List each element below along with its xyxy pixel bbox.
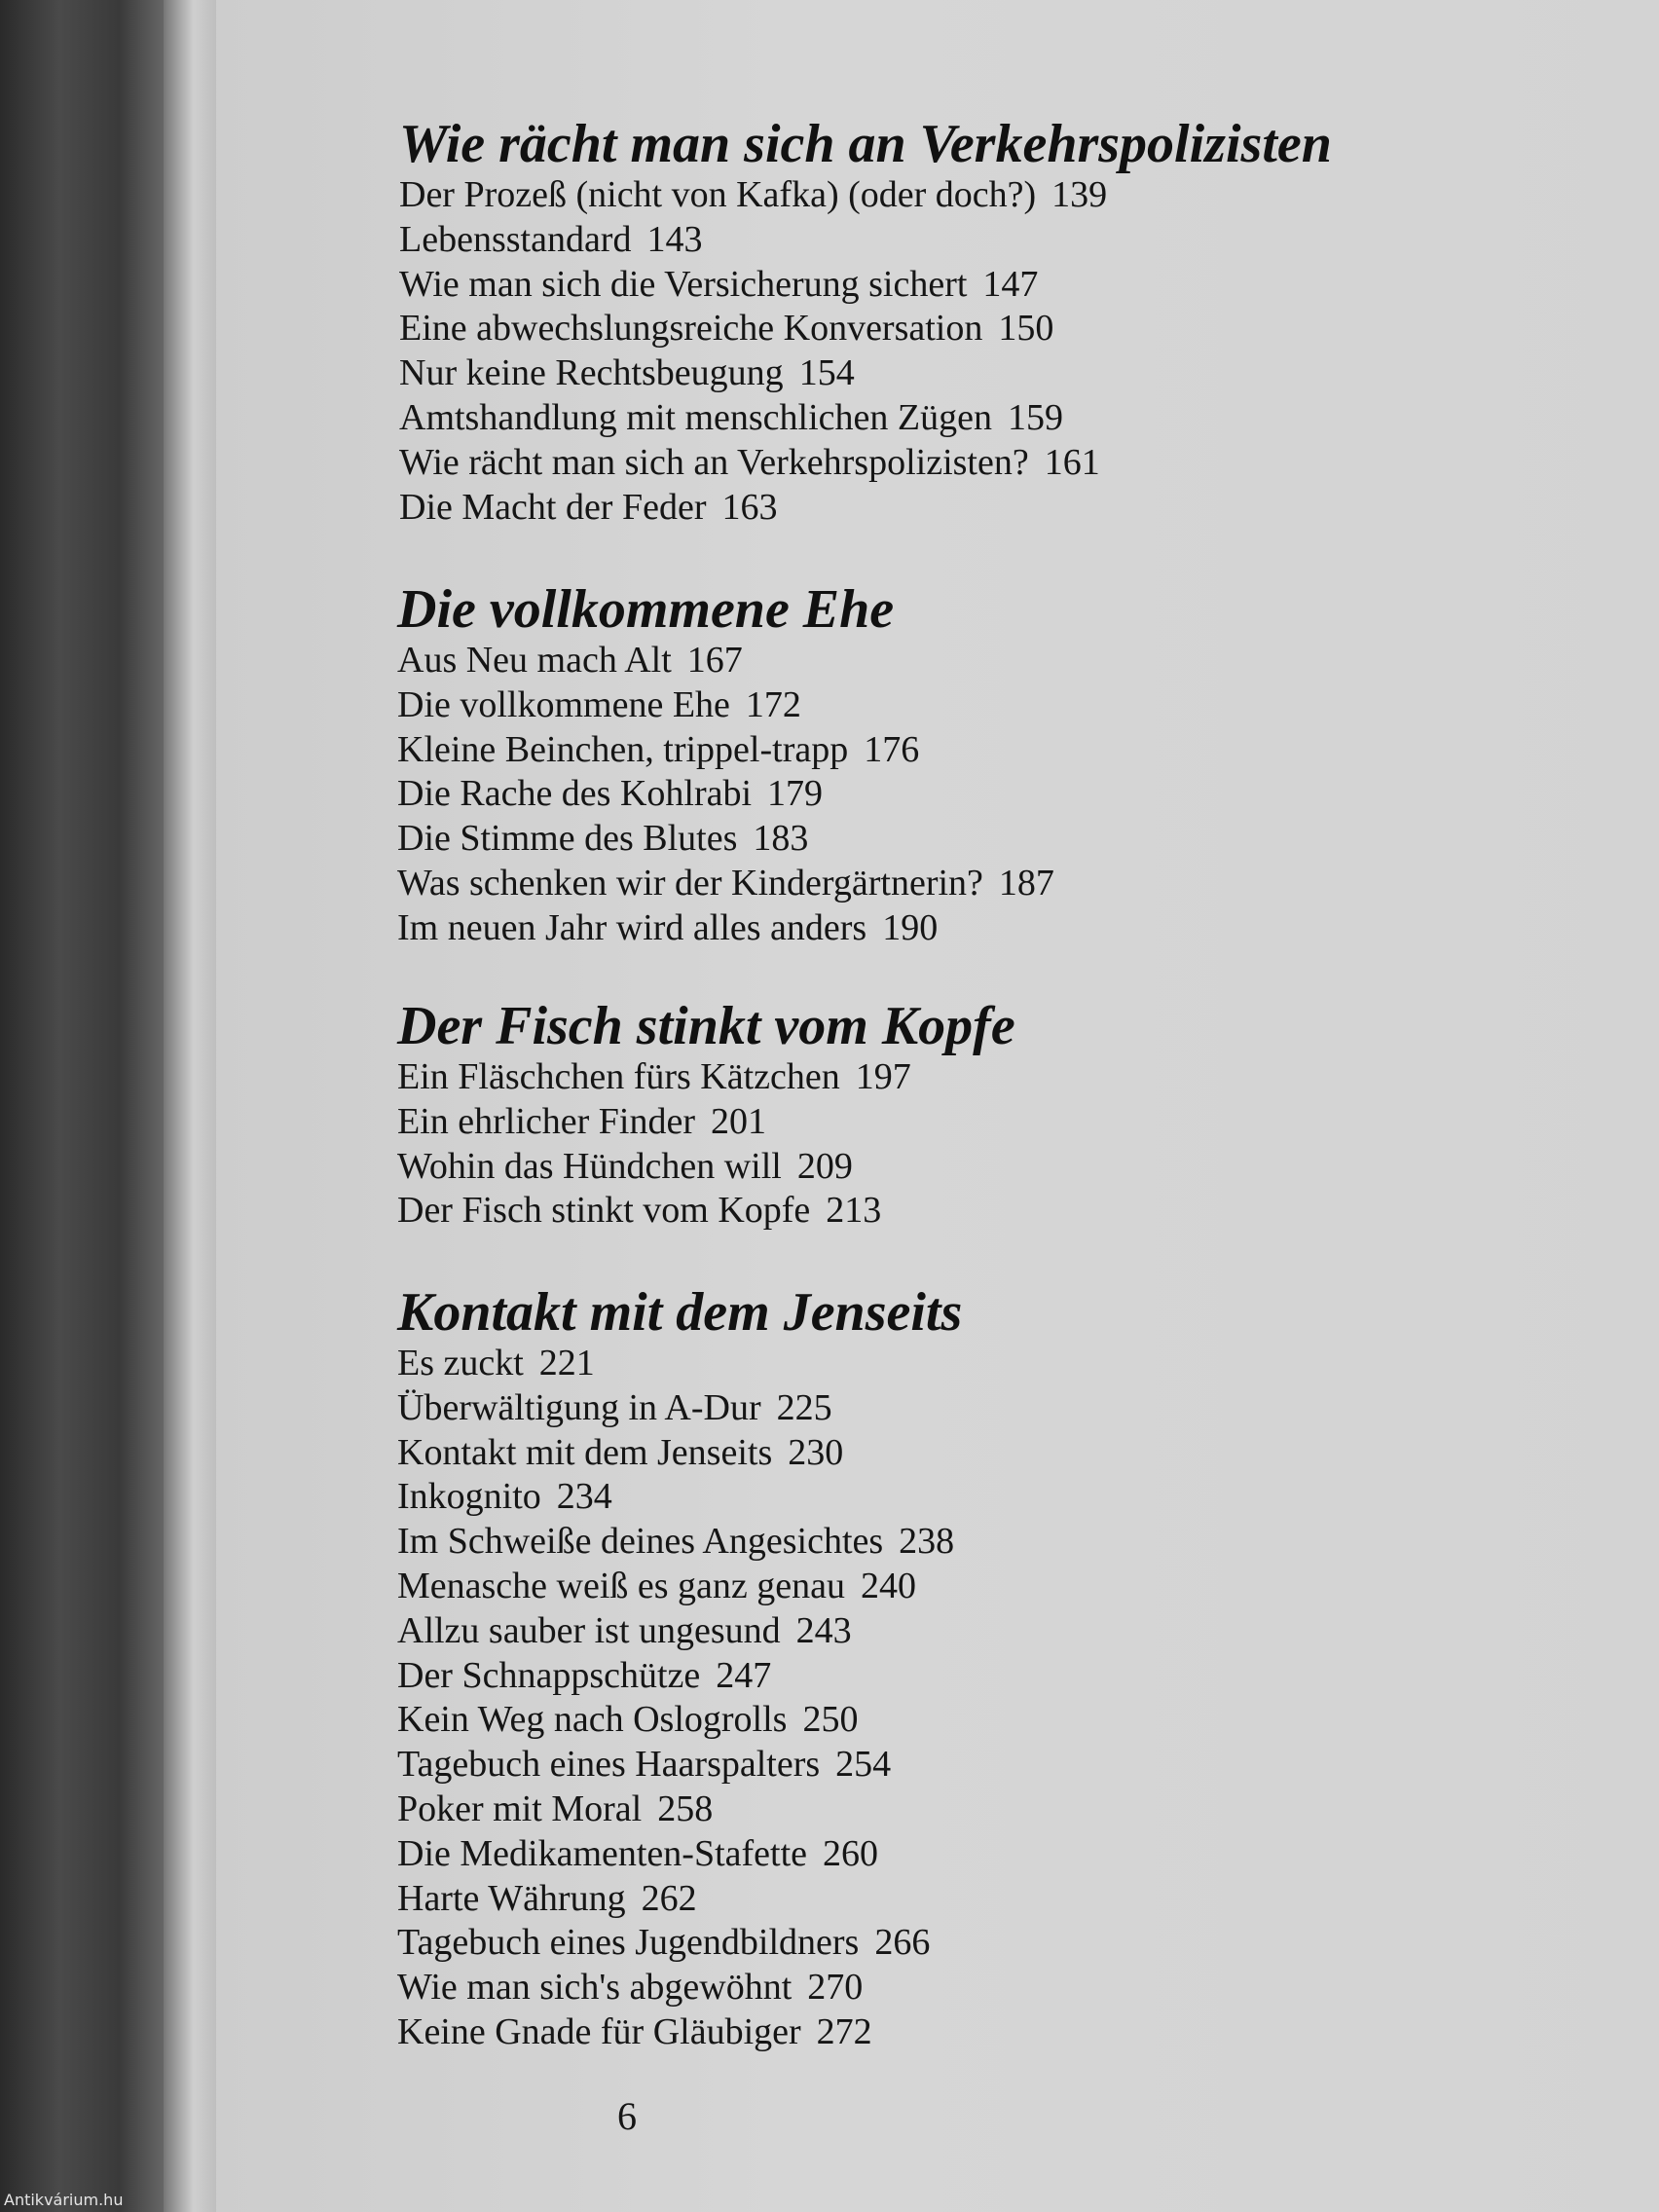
section-entries	[399, 173, 1332, 530]
toc-entry	[397, 1565, 962, 1609]
entry-title: Kleine Beinchen, trippel-trapp	[397, 728, 849, 770]
book-page	[216, 0, 1659, 2212]
toc-entry	[399, 173, 1332, 218]
toc-entry	[397, 1145, 1015, 1190]
entry-title: Keine Gnade für Gläubiger	[397, 2010, 801, 2052]
entry-title: Die vollkommene Ehe	[397, 683, 730, 725]
toc-entry	[399, 351, 1332, 396]
entry-page: 230	[788, 1431, 844, 1473]
entry-page: 262	[641, 1877, 697, 1919]
entry-page: 240	[861, 1565, 917, 1606]
toc-entry	[397, 772, 1054, 817]
toc-entry	[397, 1055, 1015, 1100]
entry-title: Menasche weiß es ganz genau	[397, 1565, 846, 1606]
section-title: Wie rächt man sich an Verkehrspolizisten	[399, 114, 1332, 174]
toc-entry	[397, 2010, 962, 2055]
toc-section	[397, 580, 1054, 951]
entry-page: 258	[657, 1788, 714, 1829]
entry-title: Inkognito	[397, 1476, 541, 1518]
toc-section	[397, 1283, 962, 2055]
entry-title: Eine abwechslungsreiche Konversation	[399, 308, 983, 350]
entry-title: Wie man sich die Versicherung sichert	[399, 263, 968, 305]
entry-title: Die Rache des Kohlrabi	[397, 773, 753, 815]
entry-page: 260	[823, 1832, 879, 1874]
section-title: Kontakt mit dem Jenseits	[397, 1282, 963, 1343]
entry-page: 201	[711, 1100, 767, 1142]
entry-page: 143	[646, 218, 703, 260]
toc-entry	[397, 1966, 962, 2010]
toc-entry	[397, 1386, 962, 1431]
toc-entry	[397, 1788, 962, 1832]
entry-title: Wohin das Hündchen will	[397, 1145, 782, 1187]
entry-title: Die Medikamenten-Stafette	[397, 1832, 808, 1874]
entry-page: 161	[1044, 441, 1100, 483]
section-title: Der Fisch stinkt vom Kopfe	[397, 996, 1015, 1056]
toc-entry	[397, 1743, 962, 1788]
entry-title: Der Fisch stinkt vom Kopfe	[397, 1190, 811, 1232]
entry-title: Harte Währung	[397, 1877, 626, 1919]
entry-page: 154	[798, 352, 855, 394]
entry-title: Überwältigung in A-Dur	[397, 1386, 761, 1428]
entry-page: 209	[796, 1145, 853, 1187]
entry-page: 197	[855, 1056, 911, 1097]
entry-title: Kein Weg nach Oslogrolls	[397, 1699, 788, 1741]
toc-entry	[397, 1431, 962, 1476]
entry-title: Amtshandlung mit menschlichen Zügen	[399, 396, 992, 438]
section-entries	[397, 1342, 962, 2055]
entry-title: Was schenken wir der Kindergärtnerin?	[397, 862, 983, 903]
toc-entry	[397, 683, 1054, 728]
entry-page: 139	[1051, 174, 1108, 215]
toc-entry	[397, 1877, 962, 1922]
entry-title: Nur keine Rechtsbeugung	[399, 352, 784, 394]
toc-entry	[397, 1100, 1015, 1145]
toc-entry	[397, 817, 1054, 862]
entry-title: Tagebuch eines Jugendbildners	[397, 1922, 860, 1964]
entry-page: 221	[538, 1343, 595, 1383]
entry-title: Der Schnappschütze	[397, 1654, 701, 1696]
toc-entry	[399, 396, 1332, 441]
toc-entry	[397, 1189, 1015, 1234]
toc-entry	[397, 1609, 962, 1654]
entry-page: 272	[816, 2010, 872, 2052]
entry-page: 225	[776, 1386, 832, 1428]
entry-page: 159	[1007, 396, 1063, 438]
entry-page: 183	[753, 818, 809, 860]
watermark: Antikvárium.hu	[4, 2191, 124, 2209]
toc-entry	[397, 1342, 962, 1386]
entry-title: Allzu sauber ist ungesund	[397, 1609, 781, 1651]
toc-entry	[397, 728, 1054, 773]
entry-page: 163	[721, 486, 778, 528]
entry-page: 190	[882, 906, 939, 948]
entry-page: 213	[826, 1190, 882, 1232]
entry-title: Aus Neu mach Alt	[397, 640, 672, 681]
toc-entry	[397, 1698, 962, 1743]
entry-page: 234	[556, 1476, 612, 1518]
entry-page: 250	[802, 1699, 859, 1741]
toc-entry	[399, 263, 1332, 308]
toc-entry	[397, 1832, 962, 1877]
entry-page: 187	[998, 862, 1054, 903]
toc-entry	[397, 1654, 962, 1699]
page-edge	[164, 0, 218, 2212]
entry-page: 238	[899, 1521, 955, 1563]
entry-title: Wie man sich's abgewöhnt	[397, 1967, 793, 2009]
entry-title: Lebensstandard	[399, 218, 632, 260]
toc-section	[397, 997, 1015, 1234]
entry-title: Im Schweiße deines Angesichtes	[397, 1521, 884, 1563]
entry-title: Wie rächt man sich an Verkehrspolizisten?	[399, 441, 1029, 483]
entry-page: 179	[767, 773, 824, 815]
entry-title: Ein ehrlicher Finder	[397, 1100, 696, 1142]
entry-title: Die Stimme des Blutes	[397, 818, 738, 860]
toc-entry	[399, 307, 1332, 351]
entry-page: 167	[686, 640, 743, 681]
entry-title: Die Macht der Feder	[399, 486, 707, 528]
entry-page: 270	[807, 1967, 864, 2009]
section-title: Die vollkommene Ehe	[397, 579, 895, 640]
entry-page: 266	[874, 1922, 931, 1964]
entry-page: 176	[864, 728, 920, 770]
toc-entry	[399, 486, 1332, 531]
entry-title: Es zuckt	[397, 1343, 524, 1383]
section-entries	[397, 1055, 1015, 1234]
entry-page: 247	[716, 1654, 772, 1696]
entry-page: 150	[998, 308, 1054, 350]
toc-entry	[397, 1520, 962, 1565]
toc-entry	[397, 1475, 962, 1520]
entry-title: Kontakt mit dem Jenseits	[397, 1431, 773, 1473]
toc-entry	[397, 862, 1054, 906]
entry-page: 147	[982, 263, 1039, 305]
toc-section	[399, 115, 1332, 530]
entry-title: Der Prozeß (nicht von Kafka) (oder doch?)	[399, 174, 1037, 215]
toc-entry	[399, 218, 1332, 263]
entry-title: Ein Fläschchen fürs Kätzchen	[397, 1056, 840, 1097]
entry-title: Tagebuch eines Haarspalters	[397, 1744, 821, 1786]
entry-page: 172	[745, 683, 801, 725]
entry-page: 254	[835, 1744, 892, 1786]
section-entries	[397, 639, 1054, 951]
toc-entry	[399, 441, 1332, 486]
entry-page: 243	[795, 1609, 852, 1651]
toc-entry	[397, 1921, 962, 1966]
entry-title: Im neuen Jahr wird alles anders	[397, 906, 867, 948]
toc-entry	[397, 639, 1054, 683]
book-binding-shadow	[0, 0, 170, 2212]
toc-entry	[397, 906, 1054, 951]
page-number: 6	[617, 2094, 637, 2138]
entry-title: Poker mit Moral	[397, 1788, 643, 1829]
